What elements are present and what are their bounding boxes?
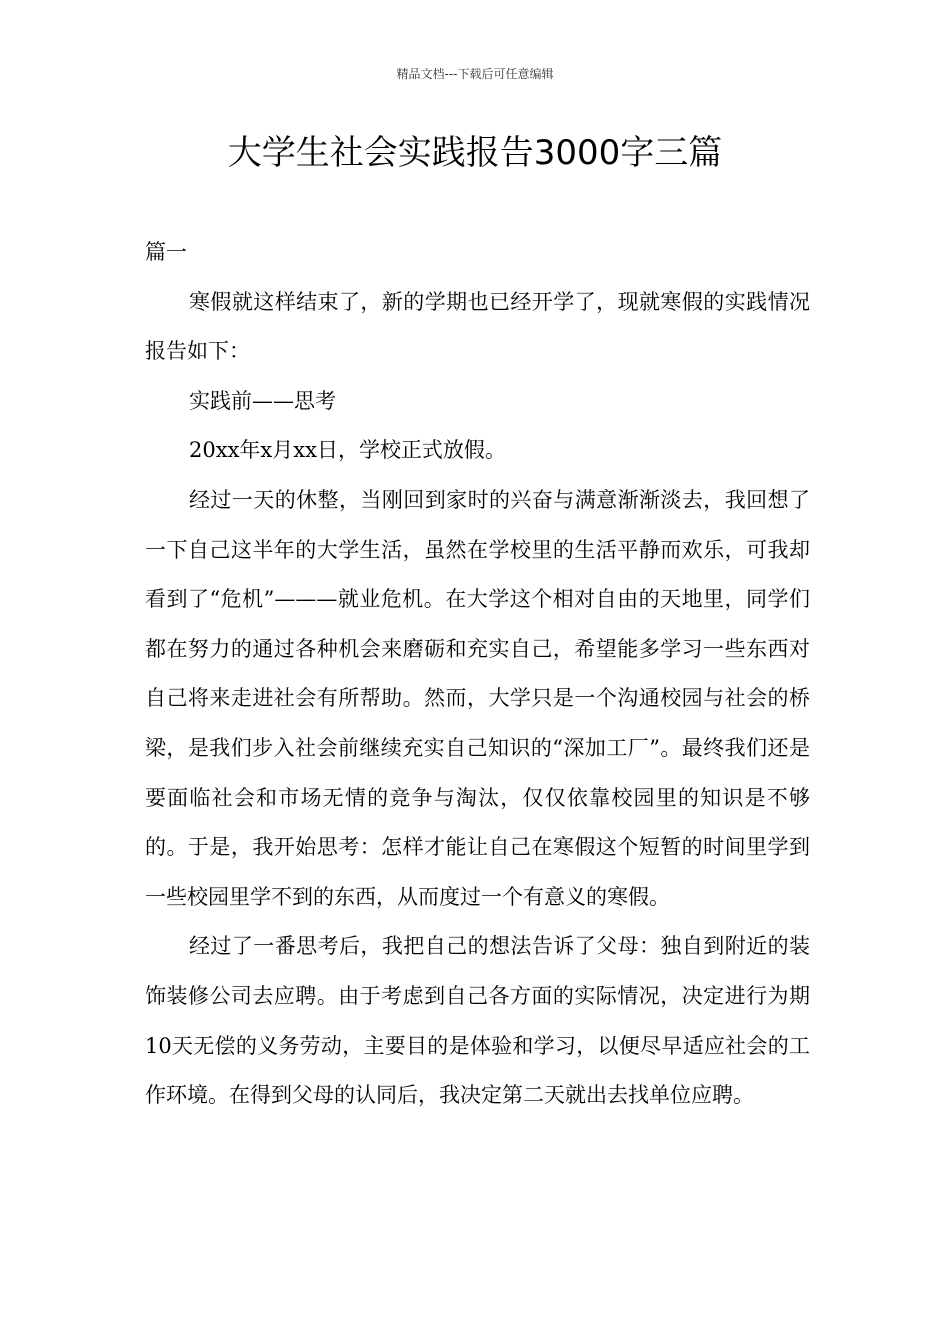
- paragraph-intro: 寒假就这样结束了，新的学期也已经开学了，现就寒假的实践情况报告如下：: [145, 289, 810, 364]
- document-title: 大学生社会实践报告3000字三篇: [227, 133, 723, 173]
- paragraph-decision: 经过了一番思考后，我把自己的想法告诉了父母：独自到附近的装饰装修公司去应聘。由于考虑到自己各方面的实际情况，决定进行为期10天无偿的义务劳动，主要目的是体验和学习，以便尽早适应社会的工作环境。在得到父母的认同后，我决定第二天就出去找单位应聘。: [145, 934, 810, 1108]
- paragraph-date: 20xx年x月xx日，学校正式放假。: [189, 438, 506, 463]
- paragraph-reflection: 经过一天的休整，当刚回到家时的兴奋与满意渐渐淡去，我回想了一下自己这半年的大学生活，虽然在学校里的生活平静而欢乐，可我却看到了“危机”———就业危机。在大学这个相对自由的天地里，同学们都在努力的通过各种机会来磨砺和充实自己，希望能多学习一些东西对自己将来走进社会有所帮助。然而，大学只是一个沟通校园与社会的桥梁，是我们步入社会前继续充实自己知识的“深加工厂”。最终我们还是要面临社会和市场无情的竞争与淘汰，仅仅依靠校园里的知识是不够的。于是，我开始思考：怎样才能让自己在寒假这个短暂的时间里学到一些校园里学不到的东西，从而度过一个有意义的寒假。: [145, 487, 810, 909]
- paragraph-subheading: 实践前——思考: [189, 388, 336, 413]
- section-label: 篇一: [145, 240, 187, 264]
- header-note: 精品文档---下载后可任意编辑: [396, 67, 554, 81]
- document-body: [145, 228, 810, 1121]
